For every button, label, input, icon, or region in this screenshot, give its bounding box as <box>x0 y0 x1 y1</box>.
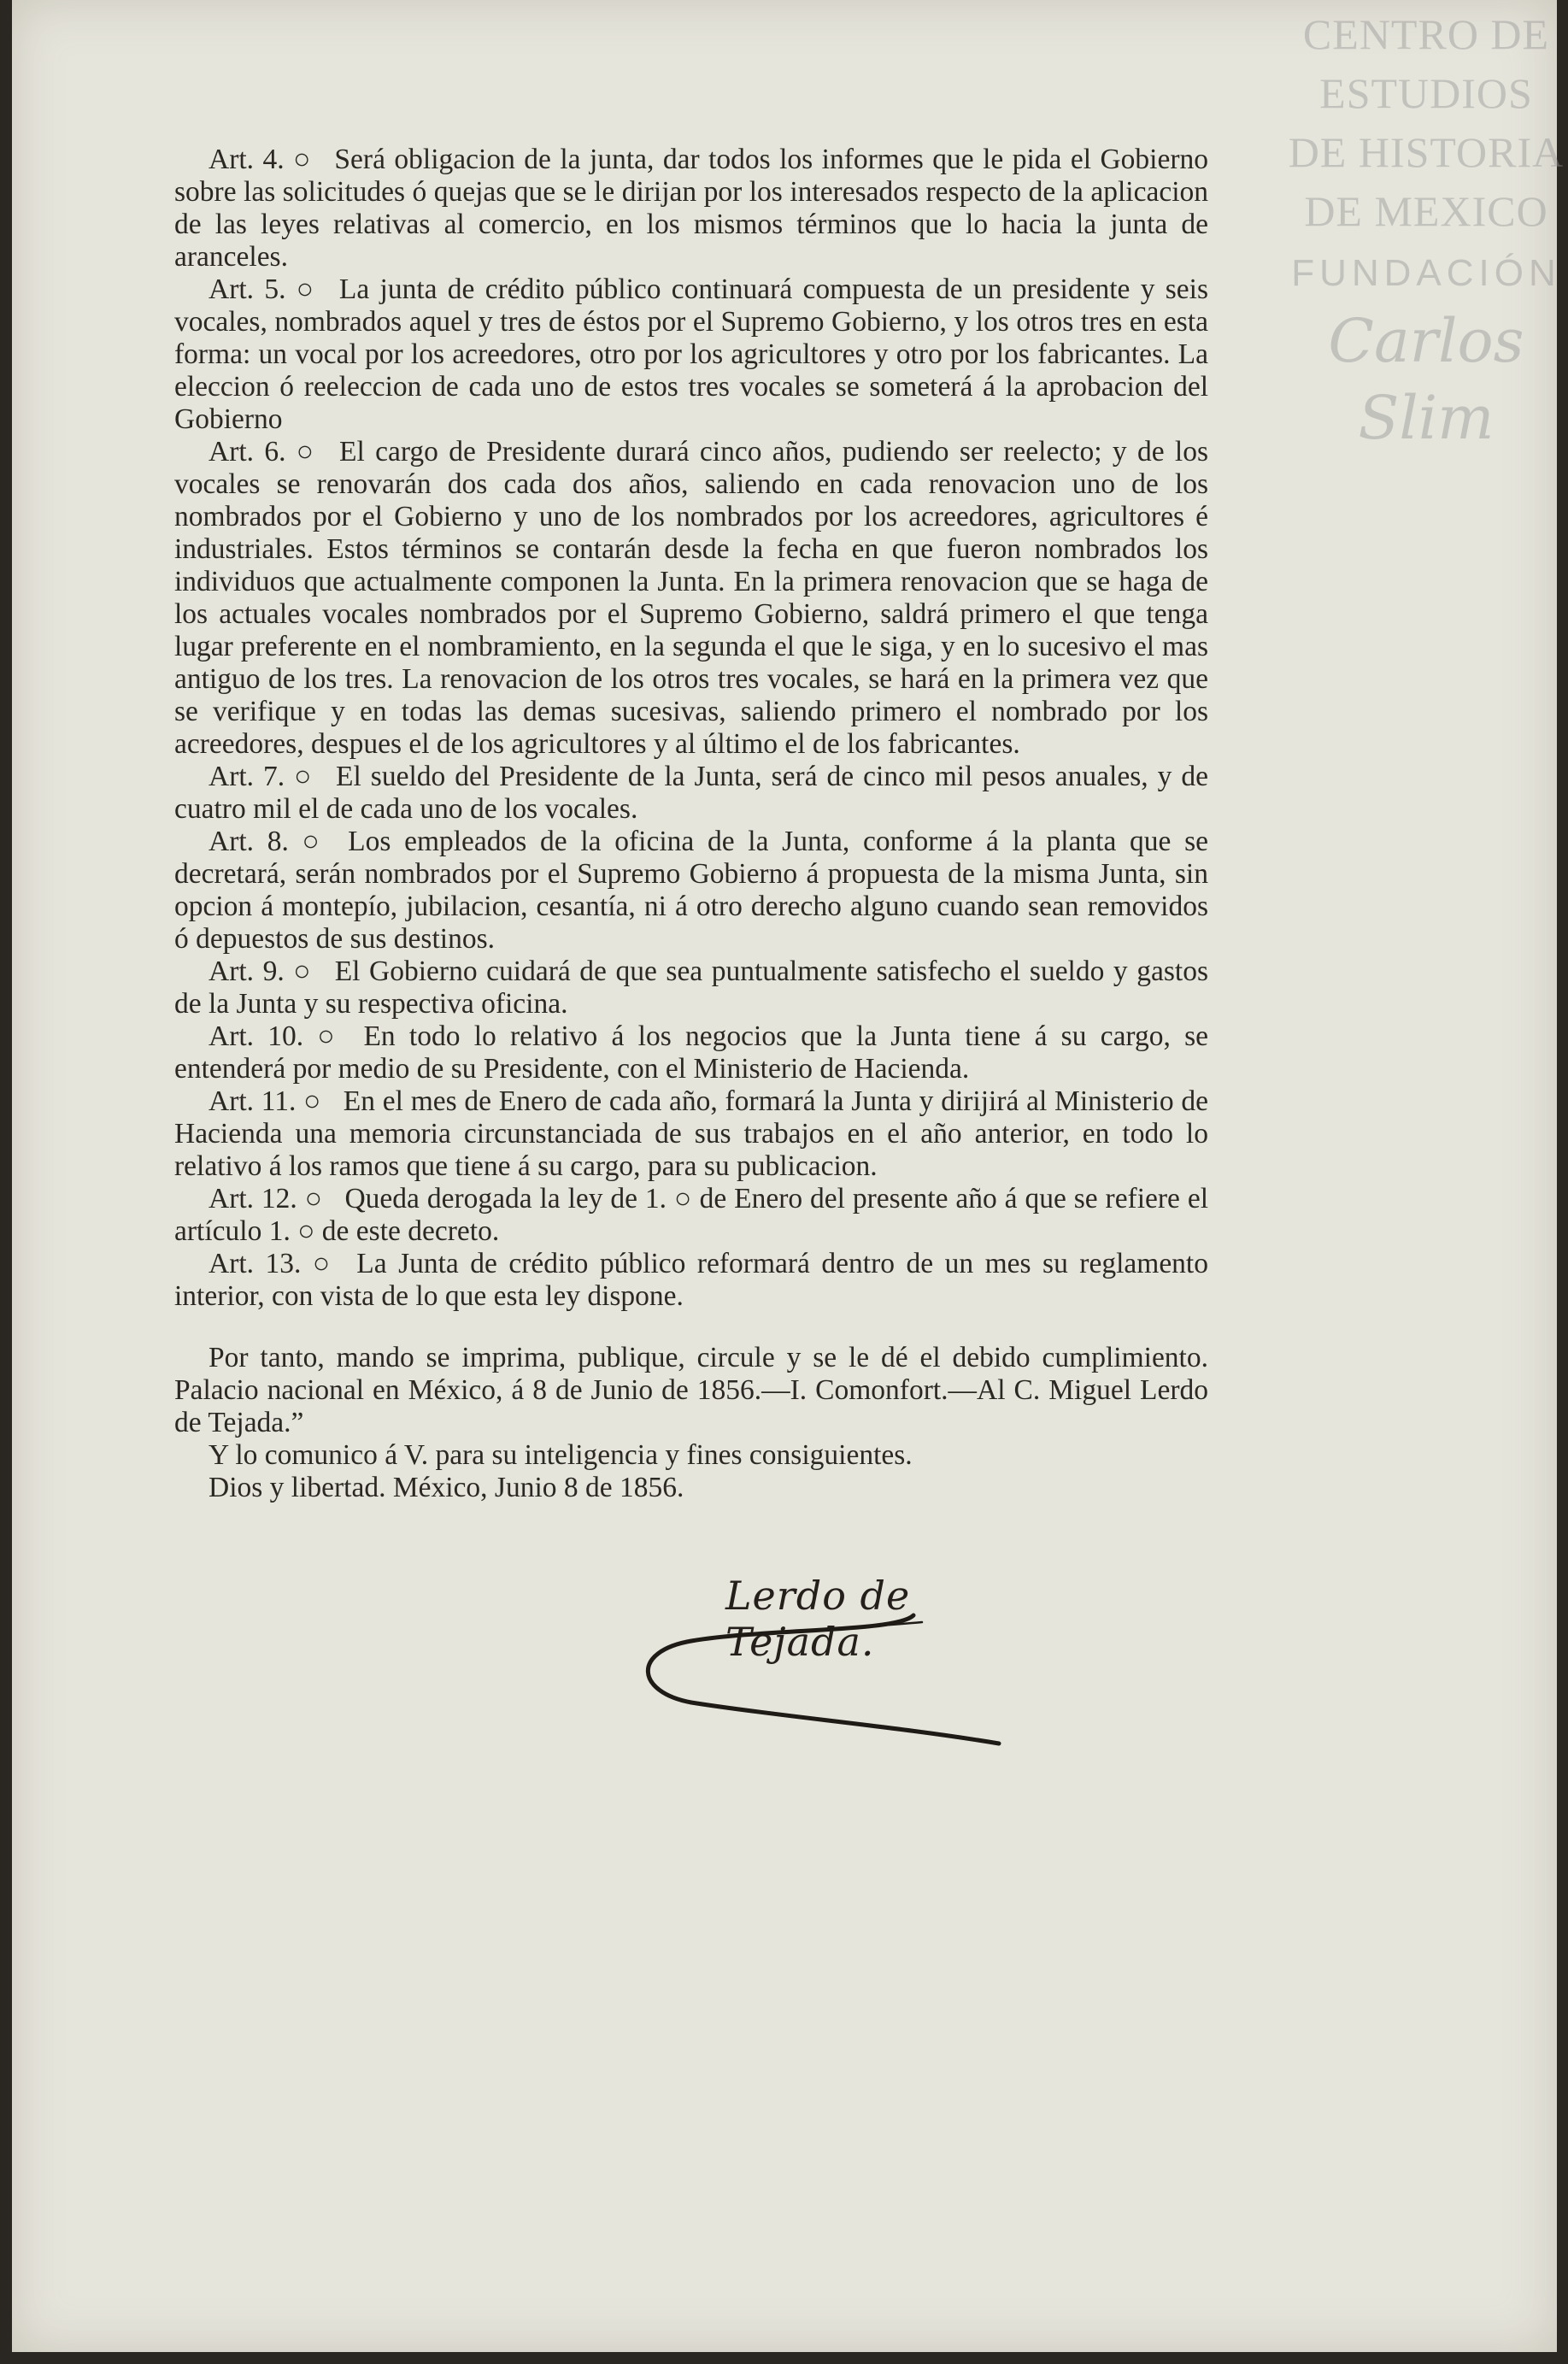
article-label: Art. 5. ○ <box>208 273 317 305</box>
article-12 <box>174 1183 1208 1248</box>
article-text: En el mes de Enero de cada año, formará la Junta y dirijirá al Ministerio de Hacienda una memoria circunstanciada de sus trabajos en el año anterior, en todo lo relativo á los ramos que tiene á su cargo, para su publicacion. <box>174 1085 1208 1182</box>
closing-communication: Y lo comunico á V. para su inteligencia y fines consiguientes. <box>208 1439 913 1471</box>
article-label: Art. 4. ○ <box>208 144 313 175</box>
archive-watermark <box>1268 5 1568 456</box>
watermark-signature: Carlos Slim <box>1328 306 1524 453</box>
decree-text <box>174 144 1208 1504</box>
article-text: El cargo de Presidente durará cinco años, pudiendo ser reelecto; y de los vocales se renovarán dos cada dos años, saliendo en cada renovacion uno de los nombrados por el Gobierno y uno de los nombrados por los acreedores, agricultores é industriales. Estos términos se contarán desde la fecha en que fueron nombrados los individuos que actualmente componen la Junta. En la primera renovacion que se haga de los actuales vocales nombrados por el Supremo Gobierno, saldrá primero el que tenga lugar preferente en el nombramiento, en la segunda el que le siga, y en lo sucesivo el mas antiguo de los tres. La renovacion de los otros tres vocales, se hará en la primera vez que se verifique y en todas las demas sucesivas, saliendo primero el nombrado por los acreedores, despues el de los agricultores y al último el de los fabricantes. <box>174 436 1209 760</box>
article-13 <box>174 1248 1208 1313</box>
signature-name: Lerdo de Tejada. <box>725 1573 911 1665</box>
watermark-line-2: ESTUDIOS <box>1319 69 1533 117</box>
article-label: Art. 8. ○ <box>208 826 326 857</box>
article-7 <box>174 761 1208 826</box>
article-label: Art. 7. ○ <box>208 761 314 792</box>
article-label: Art. 11. ○ <box>208 1085 321 1117</box>
watermark-line-3: DE HISTORIA <box>1288 128 1565 176</box>
article-9 <box>174 956 1208 1020</box>
closing-date: Dios y libertad. México, Junio 8 de 1856. <box>208 1472 684 1503</box>
article-text: Los empleados de la oficina de la Junta, conforme á la planta que se decretará, serán nombrados por el Supremo Gobierno á propuesta de la misma Junta, sin opcion á montepío, jubilacion, cesantía, ni á otro derecho alguno cuando sean removidos ó depuestos de sus destinos. <box>174 826 1208 955</box>
watermark-line-5: FUNDACIÓN <box>1291 252 1561 294</box>
article-4 <box>174 144 1208 273</box>
document-page <box>12 0 1565 2352</box>
article-text: Será obligacion de la junta, dar todos los informes que le pida el Gobierno sobre las solicitudes ó quejas que se le dirijan por los interesados respecto de la aplicacion de las leyes relativas al comercio, en los mismos términos que lo hacia la junta de aranceles. <box>174 144 1209 273</box>
signature-flourish <box>640 1547 1050 1786</box>
article-label: Art. 12. ○ <box>208 1183 323 1214</box>
article-label: Art. 9. ○ <box>208 956 313 987</box>
article-10 <box>174 1020 1208 1085</box>
watermark-line-4: DE MEXICO <box>1304 187 1548 235</box>
article-text: Queda derogada la ley de 1. ○ de Enero del presente año á que se refiere el artículo 1. ○ de este decreto. <box>174 1183 1208 1247</box>
closing-promulgation: Por tanto, mando se imprima, publique, circule y se le dé el debido cumplimiento. Palacio nacional en México, á 8 de Junio de 1856.—I. Comonfort.—Al C. Miguel Lerdo de Tejada.” <box>174 1342 1208 1438</box>
article-text: La Junta de crédito público reformará dentro de un mes su reglamento interior, con vista de lo que esta ley dispone. <box>174 1248 1208 1312</box>
article-8 <box>174 826 1208 956</box>
article-text: El Gobierno cuidará de que sea puntualmente satisfecho el sueldo y gastos de la Junta y su respectiva oficina. <box>174 956 1208 1020</box>
article-label: Art. 13. ○ <box>208 1248 335 1279</box>
article-11 <box>174 1085 1208 1183</box>
article-label: Art. 10. ○ <box>208 1020 342 1052</box>
article-6 <box>174 436 1208 761</box>
watermark-line-1: CENTRO DE <box>1302 10 1550 58</box>
article-5 <box>174 273 1208 436</box>
article-text: En todo lo relativo á los negocios que la Junta tiene á su cargo, se entenderá por medio de su Presidente, con el Ministerio de Hacienda. <box>174 1020 1208 1085</box>
signature <box>640 1547 1050 1786</box>
article-text: La junta de crédito público continuará compuesta de un presidente y seis vocales, nombrados aquel y tres de éstos por el Supremo Gobierno, y los otros tres en esta forma: un vocal por los acreedores, otro por los agricultores y otro por los fabricantes. La eleccion ó reeleccion de cada uno de estos tres vocales se someterá á la aprobacion del Gobierno <box>174 273 1208 435</box>
closing-section <box>174 1342 1208 1504</box>
article-text: El sueldo del Presidente de la Junta, será de cinco mil pesos anuales, y de cuatro mil el de cada uno de los vocales. <box>174 761 1208 825</box>
article-label: Art. 6. ○ <box>208 436 317 468</box>
